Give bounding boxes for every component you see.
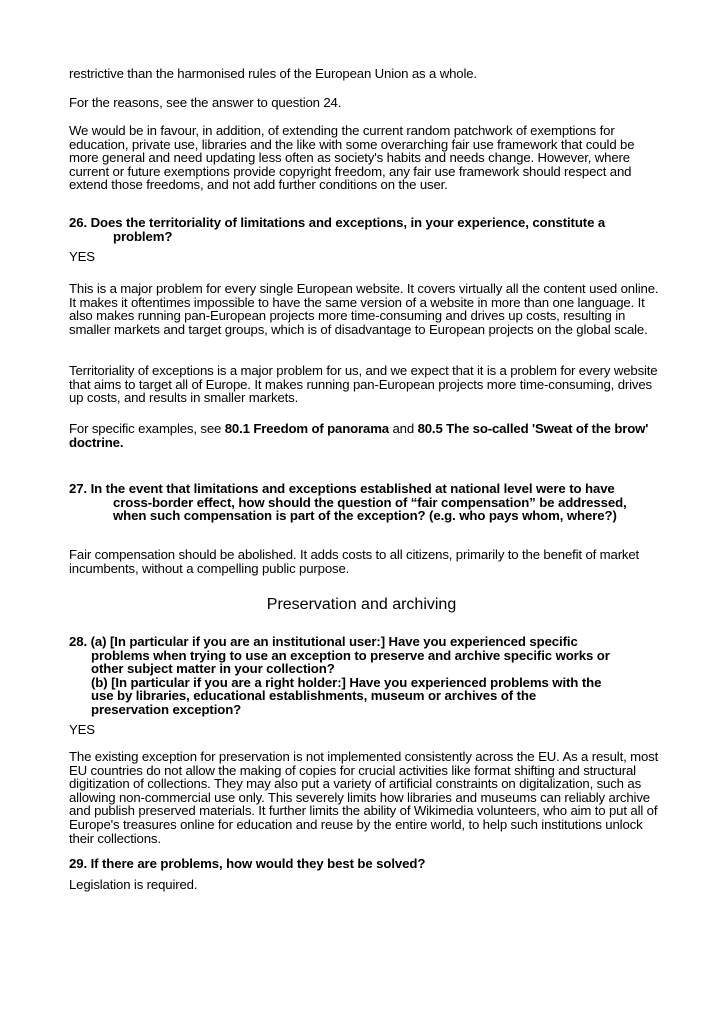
paragraph-specific-examples	[69, 422, 659, 449]
question-28	[69, 635, 659, 717]
question-27-line-3: when such compensation is part of the exception? (e.g. who pays whom, where?)	[113, 508, 617, 524]
paragraph-intro-continuation: restrictive than the harmonised rules of the European Union as a whole.	[69, 66, 477, 81]
answer-29: Legislation is required.	[69, 877, 198, 892]
question-26	[69, 216, 659, 243]
question-28-line-1: 28. (a) [In particular if you are an institutional user:] Have you experienced specific	[69, 634, 578, 649]
paragraph-reasons: For the reasons, see the answer to question 24.	[69, 95, 342, 110]
question-28-line-2: problems when trying to use an exception to preserve and archive specific works or	[91, 647, 610, 663]
question-27-line-2: cross-border effect, how should the question of “fair compensation” be addressed,	[113, 494, 627, 510]
question-26-line-2: problem?	[113, 228, 173, 244]
examples-mid: and	[388, 421, 418, 436]
paragraph-existing-exception: The existing exception for preservation is not implemented consistently across the EU. As a result, most EU countries do not allow the making of copies for crucial activities like format shifting and structural digitization of collections. They may also put a variety of artificial constraints on digitalization, such as allowing non-commercial use only. This severely limits how libraries and museums can reliably archive and publish preserved materials. It further limits the ability of Wikimedia volunteers, who aim to put all of Europe's treasures online for education and reuse by the entire world, to help such institutions unlock their collections.	[69, 749, 659, 846]
question-28-line-6: preservation exception?	[91, 701, 242, 717]
examples-ref-freedom-of-panorama: 80.1 Freedom of panorama	[224, 421, 389, 436]
question-27-line-1: 27. In the event that limitations and exceptions established at national level were to have	[69, 481, 615, 496]
section-heading-preservation: Preservation and archiving	[266, 596, 457, 613]
paragraph-territoriality: Territoriality of exceptions is a major problem for us, and we expect that it is a problem for every website that aims to target all of Europe. It makes running pan-European projects more time-consuming, drives up costs, and results in smaller markets.	[69, 363, 658, 406]
question-28-line-3: other subject matter in your collection?	[91, 661, 335, 677]
question-27	[69, 482, 659, 523]
examples-prefix: For specific examples, see	[69, 421, 225, 436]
question-26-line-1: 26. Does the territoriality of limitations and exceptions, in your experience, constitute a	[69, 215, 606, 230]
question-28-line-5: use by libraries, educational establishments, museum or archives of the	[91, 688, 537, 704]
answer-26: YES	[69, 249, 95, 264]
answer-28: YES	[69, 722, 95, 737]
question-28-line-4: (b) [In particular if you are a right holder:] Have you experienced problems with the	[91, 674, 602, 690]
paragraph-fair-use-favour: We would be in favour, in addition, of extending the current random patchwork of exemptions for education, private use, libraries and the like with some overarching fair use framework that could be more general and need updating less often as society's habits and needs change. However, where current or future exemptions provide copyright freedom, any fair use framework should respect and extend those freedoms, and not add further conditions on the user.	[69, 123, 635, 193]
question-29: 29. If there are problems, how would they best be solved?	[69, 856, 426, 871]
examples-ref-sweat-of-brow: 80.5 The so-called 'Sweat of the brow' doctrine.	[69, 421, 649, 450]
paragraph-major-problem: This is a major problem for every single European website. It covers virtually all the content used online. It makes it oftentimes impossible to have the same version of a website in more than one language. It also makes running pan-European projects more time-consuming and drives up costs, resulting in smaller markets and target groups, which is of disadvantage to European projects on the global scale.	[69, 281, 659, 337]
paragraph-fair-compensation: Fair compensation should be abolished. It adds costs to all citizens, primarily to the benefit of market incumbents, without a compelling public purpose.	[69, 547, 640, 576]
